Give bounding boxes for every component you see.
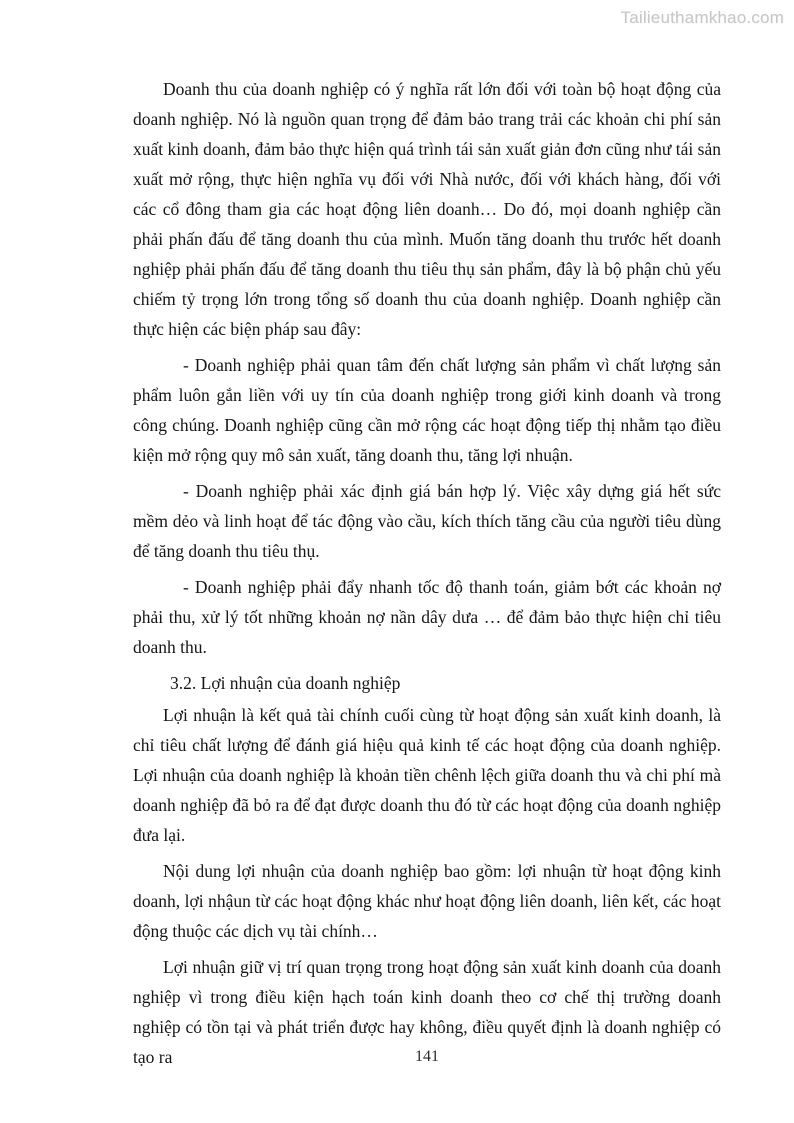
watermark: Tailieuthamkhao.com xyxy=(620,8,784,27)
paragraph-profit-role: Lợi nhuận giữ vị trí quan trọng trong hoạt động sản xuất kinh doanh của doanh nghiệp vì trong điều kiện hạch toán kinh doanh theo cơ chế thị trường doanh nghiệp có tồn tại và phát triển được hay không, điều quyết định là doanh nghiệp có tạo ra xyxy=(133,957,721,1067)
bullet-pricing-policy: - Doanh nghiệp phải xác định giá bán hợp lý. Việc xây dựng giá hết sức mềm dẻo và linh hoạt để tác động vào cầu, kích thích tăng cầu của người tiêu dùng để tăng doanh thu tiêu thụ. xyxy=(133,481,721,561)
bullet-payment-speed: - Doanh nghiệp phải đẩy nhanh tốc độ thanh toán, giảm bớt các khoản nợ phải thu, xử lý tốt những khoản nợ nần dây dưa … để đảm bảo thực hiện chỉ tiêu doanh thu. xyxy=(133,577,721,657)
paragraph-revenue-intro: Doanh thu của doanh nghiệp có ý nghĩa rất lớn đối với toàn bộ hoạt động của doanh nghiệp. Nó là nguồn quan trọng để đảm bảo trang trải các khoản chi phí sản xuất kinh doanh, đảm bảo thực hiện quá trình tái sản xuất giản đơn cũng như tái sản xuất mở rộng, thực hiện nghĩa vụ đối với Nhà nước, đối với khách hàng, đối với các cổ đông tham gia các hoạt động liên doanh… Do đó, mọi doanh nghiệp cần phải phấn đấu để tăng doanh thu của mình. Muốn tăng doanh thu trước hết doanh nghiệp phải phấn đấu để tăng doanh thu tiêu thụ sản phẩm, đây là bộ phận chủ yếu chiếm tỷ trọng lớn trong tổng số doanh thu của doanh nghiệp. Doanh nghiệp cần thực hiện các biện pháp sau đây: xyxy=(133,79,721,339)
page-content xyxy=(133,74,721,1078)
paragraph-profit-definition: Lợi nhuận là kết quả tài chính cuối cùng từ hoạt động sản xuất kinh doanh, là chỉ tiêu chất lượng để đánh giá hiệu quả kinh tế các hoạt động của doanh nghiệp. Lợi nhuận của doanh nghiệp là khoản tiền chênh lệch giữa doanh thu và chi phí mà doanh nghiệp đã bỏ ra để đạt được doanh thu đó từ các hoạt động của doanh nghiệp đưa lại. xyxy=(133,705,721,845)
bullet-product-quality: - Doanh nghiệp phải quan tâm đến chất lượng sản phẩm vì chất lượng sản phẩm luôn gắn liền với uy tín của doanh nghiệp trong giới kinh doanh và trong công chúng. Doanh nghiệp cũng cần mở rộng các hoạt động tiếp thị nhằm tạo điều kiện mở rộng quy mô sản xuất, tăng doanh thu, tăng lợi nhuận. xyxy=(133,355,721,465)
page-number: 141 xyxy=(415,1048,439,1065)
paragraph-profit-content: Nội dung lợi nhuận của doanh nghiệp bao gồm: lợi nhuận từ hoạt động kinh doanh, lợi nhậun từ các hoạt động khác như hoạt động liên doanh, liên kết, các hoạt động thuộc các dịch vụ tài chính… xyxy=(133,861,721,941)
section-heading-3-2: 3.2. Lợi nhuận của doanh nghiệp xyxy=(170,673,401,693)
